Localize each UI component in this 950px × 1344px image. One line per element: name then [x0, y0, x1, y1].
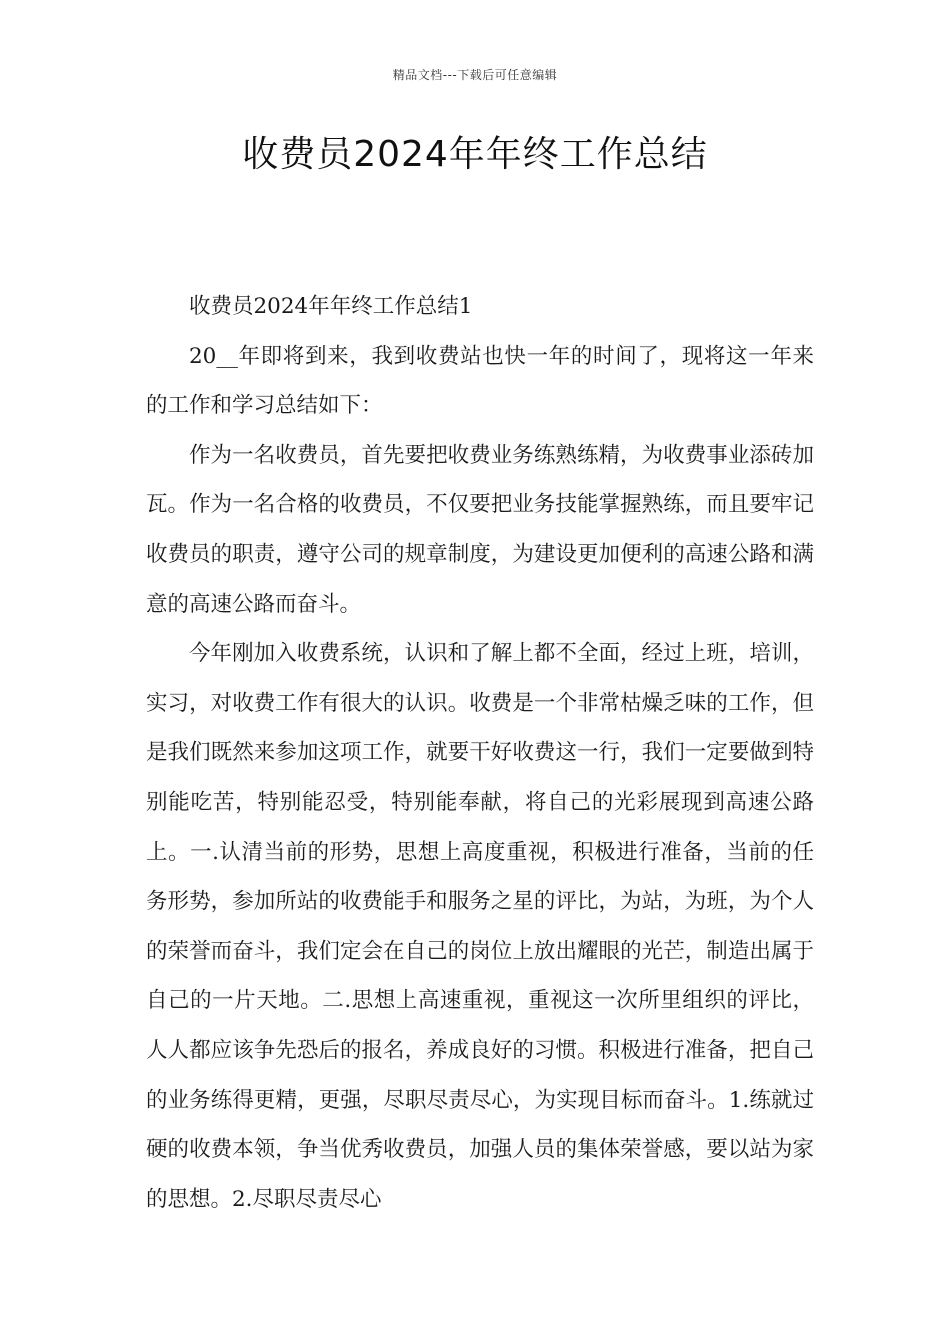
document-body — [146, 282, 814, 1224]
document-title: 收费员2024年年终工作总结 — [242, 134, 708, 175]
header-note: 精品文档---下载后可任意编辑 — [392, 68, 558, 82]
paragraph: 20__年即将到来，我到收费站也快一年的时间了，现将这一年来的工作和学习总结如下： — [146, 343, 814, 419]
paragraph: 作为一名收费员，首先要把收费业务练熟练精，为收费事业添砖加瓦。作为一名合格的收费员，不仅要把业务技能掌握熟练，而且要牢记收费员的职责，遵守公司的规章制度，为建设更加便利的高速公路和满意的高速公路而奋斗。 — [146, 442, 814, 617]
paragraph-subtitle: 收费员2024年年终工作总结1 — [189, 294, 473, 319]
paragraph: 今年刚加入收费系统，认识和了解上都不全面，经过上班，培训，实习，对收费工作有很大的认识。收费是一个非常枯燥乏味的工作，但是我们既然来参加这项工作，就要干好收费这一行，我们一定要做到特别能吃苦，特别能忍受，特别能奉献，将自己的光彩展现到高速公路上。一.认清当前的形势，思想上高度重视，积极进行准备，当前的任务形势，参加所站的收费能手和服务之星的评比，为站，为班，为个人的荣誉而奋斗，我们定会在自己的岗位上放出耀眼的光芒，制造出属于自己的一片天地。二.思想上高速重视，重视这一次所里组织的评比，人人都应该争先恐后的报名，养成良好的习惯。积极进行准备，把自己的业务练得更精，更强，尽职尽责尽心，为实现目标而奋斗。1.练就过硬的收费本领，争当优秀收费员，加强人员的集体荣誉感，要以站为家的思想。2.尽职尽责尽心 — [146, 641, 814, 1212]
